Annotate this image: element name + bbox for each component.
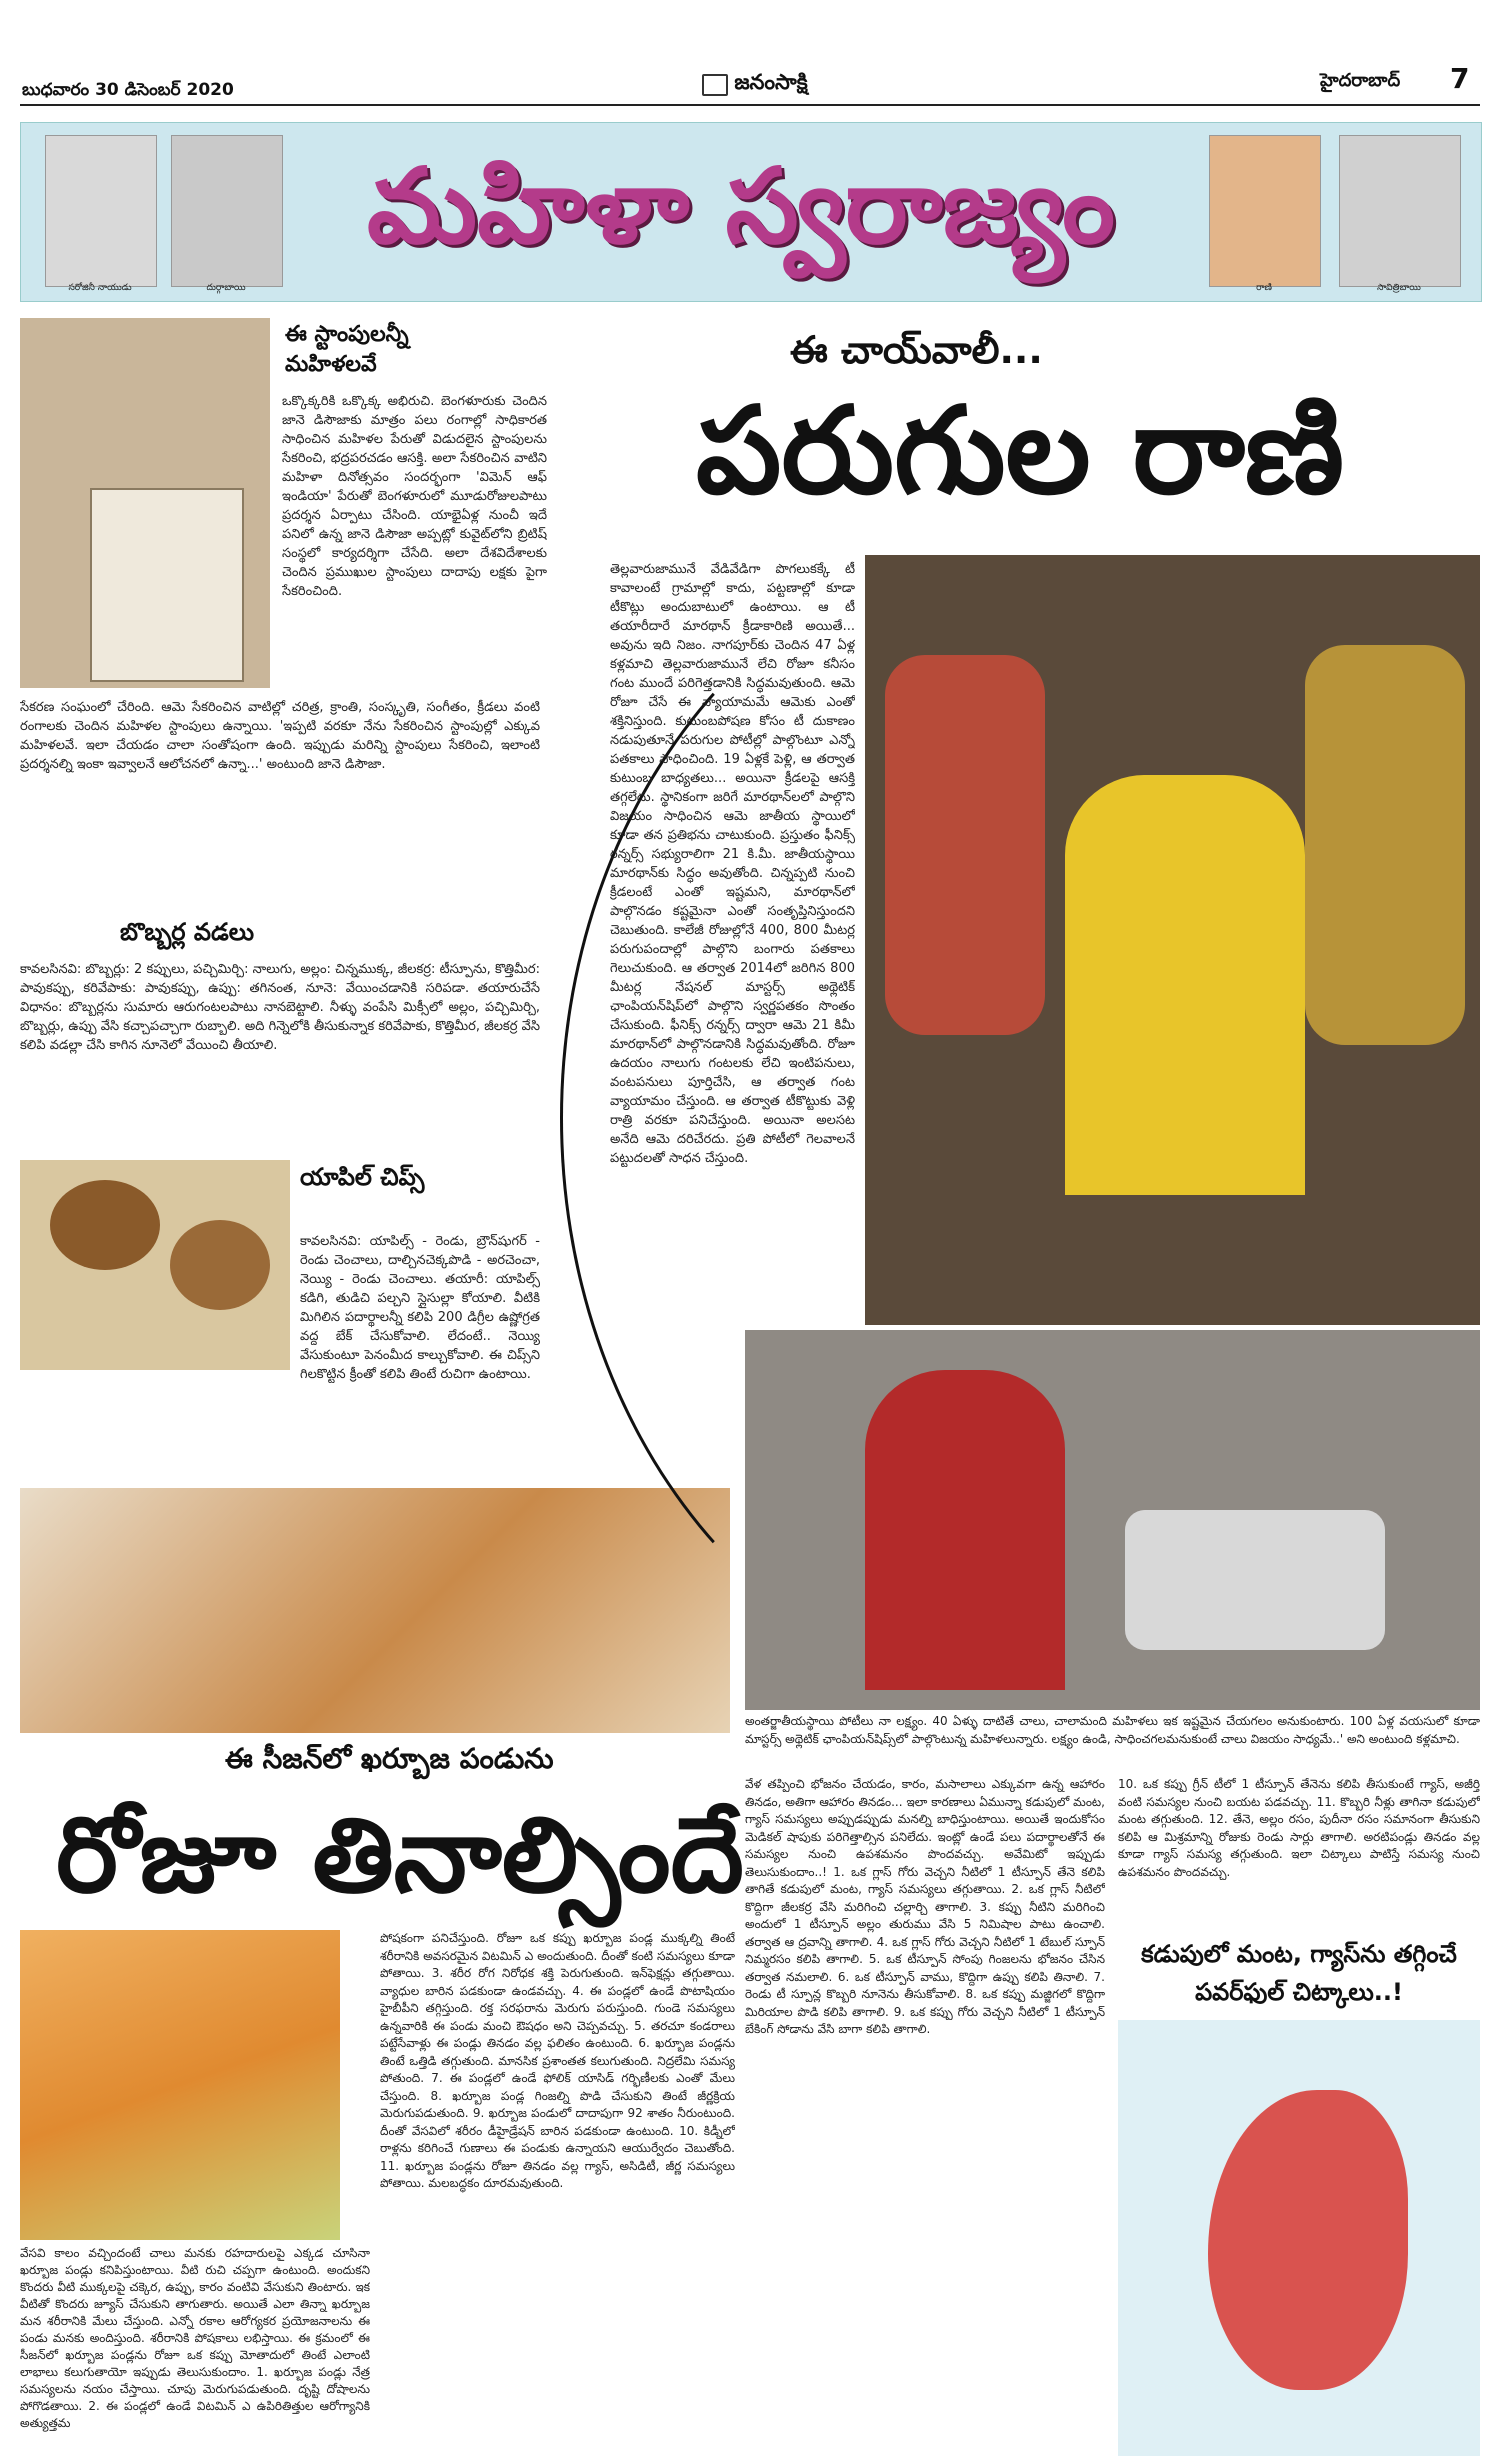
chaiwali-title: పరుగుల రాణి xyxy=(696,382,1344,521)
page-header xyxy=(0,0,1500,108)
portrait-4 xyxy=(1339,135,1461,287)
paper-name: జనంసాక్షి xyxy=(734,70,808,94)
tea-woman xyxy=(865,1370,1065,1690)
stamps-body-2: సేకరణ సంఘంలో చేరింది. ఆమె సేకరించిన వాటిల్లో చరిత్ర, క్రాంతి, సంస్కృతి, సంగీతం, క్రీడలు వంటి రంగాలకు చెందిన మహిళల స్టాంపులు ఉన్నాయి. 'ఇప్పటి వరకూ నేను సేకరించిన స్టాంపుల్లో ఎక్కువ మహిళలవే. ఇలా చేయడం చాలా సంతోషంగా ఉంది. ఇప్పుడు మరిన్ని స్టాంపులు సేకరించి, ఇలాంటి ప్రదర్శనల్ని ఇంకా ఇవ్వాలనే ఆలోచనలో ఉన్నా...' అంటుంది జానె డిసౌజా. xyxy=(20,700,540,772)
gas-body-col1: వేళ తప్పించి భోజనం చేయడం, కారం, మసాలాలు ఎక్కువగా ఉన్న ఆహారం తినడం, అతిగా ఆహారం తినడం... ఇలా కారణాలు ఏమున్నా కడుపులో మంట, గ్యాస్ సమస్యలు అప్పుడప్పుడు మనల్ని బాధిస్తుంటాయి. అయితే ఇందుకోసం మెడికల్ షాపుకు పరిగెత్తాల్సిన పనిలేదు. ఇంట్లో ఉండే పలు పదార్థాలతోనే ఈ సమస్యల నుంచి ఉపశమనం పొందవచ్చు. అవేమిటో ఇప్పుడు తెలుసుకుందాం..! 1. ఒక గ్లాస్ గోరు వెచ్చని నీటిలో 1 టీస్పూన్ తేనె కలిపి తాగితే కడుపులో మంట, గ్యాస్ సమస్యలు తగ్గుతాయి. 2. ఒక గ్లాస్ నీటిలో కొద్దిగా జీలకర్ర వేసి మరిగించి చల్లార్చి తాగాలి. 3. కప్పు నీటిని మరిగించి అందులో 1 టీస్పూన్ అల్లం తురుము వేసి 5 నిమిషాల పాటు ఉంచాలి. తర్వాత ఆ ద్రవాన్ని తాగాలి. 4. ఒక గ్లాస్ గోరు వెచ్చని నీటిలో 1 టేబుల్ స్పూన్ నిమ్మరసం కలిపి తాగాలి. 5. ఒక టీస్పూన్ సోంపు గింజలను భోజనం చేసిన తర్వాత నమలాలి. 6. ఒక టీస్పూన్ వాము, కొద్దిగా ఉప్పు కలిపి తినాలి. 7. రెండు టీ స్పూన్ల కొబ్బరి నూనెను తీసుకోవాలి. 8. ఒక కప్పు మజ్జిగలో కొద్దిగా మిరియాల పొడి కలిపి తాగాలి. 9. ఒక కప్పు గోరు వెచ్చని నీటిలో 1 టీస్పూన్ బేకింగ్ సోడాను వేసి బాగా కలిపి తాగాలి. xyxy=(745,1777,1105,2036)
gas-body-col2: 10. ఒక కప్పు గ్రీన్ టీలో 1 టీస్పూన్ తేనెను కలిపి తీసుకుంటే గ్యాస్, అజీర్తి వంటి సమస్యల నుంచి బయట పడవచ్చు. 11. కొబ్బరి నీళ్లు తాగినా కడుపులో మంట తగ్గుతుంది. 12. తేనె, అల్లం రసం, పుదీనా రసం సమానంగా తీసుకుని కలిపి ఆ మిశ్రమాన్ని రోజుకు రెండు సార్లు తాగాలి. అరటిపండ్లు తినడం వల్ల కూడా గ్యాస్ సమస్య తగ్గుతుంది. ఇలా చిట్కాలు పాటిస్తే సమస్య నుంచి ఉపశమనం పొందవచ్చు. xyxy=(1118,1777,1480,1879)
medal-bundle xyxy=(885,655,1045,1035)
header-date: బుధవారం 30 డిసెంబర్ 2020 xyxy=(22,80,234,100)
stamps-photo xyxy=(20,318,270,688)
portrait-caption: దుర్గాబాయి xyxy=(206,283,246,293)
vada-circle xyxy=(170,1220,270,1310)
melon-body-col2: పోషకంగా పనిచేస్తుంది. రోజూ ఒక కప్పు ఖర్బూజ పండ్ల ముక్కల్ని తింటే శరీరానికి అవసరమైన విటమిన్ ఎ అందుతుంది. దీంతో కంటి సమస్యలు కూడా పోతాయి. 3. శరీర రోగ నిరోధక శక్తి పెరుగుతుంది. ఇన్‌ఫెక్షన్లు తగ్గుతాయి. వ్యాధుల బారిన పడకుండా ఉండవచ్చు. 4. ఈ పండ్లలో ఉండే పొటాషియం హైబీపీని తగ్గిస్తుంది. రక్త సరఫరాను మెరుగు పరుస్తుంది. గుండె సమస్యలు ఉన్నవారికి ఈ పండు మంచి ఔషధం అని చెప్పవచ్చు. 5. తరచూ కండరాలు పట్టేసేవాళ్లు ఈ పండ్లు తినడం వల్ల ఫలితం ఉంటుంది. 6. ఖర్బూజ పండ్లను తింటే ఒత్తిడి తగ్గుతుంది. మానసిక ప్రశాంతత కలుగుతుంది. నిద్రలేమి సమస్య పోతుంది. 7. ఈ పండ్లలో ఉండే ఫోలిక్ యాసిడ్ గర్భిణీలకు ఎంతో మేలు చేస్తుంది. 8. ఖర్బూజ పండ్ల గింజల్ని పొడి చేసుకుని తింటే జీర్ణక్రియ మెరుగుపడుతుంది. 9. ఖర్బూజ పండులో దాదాపుగా 92 శాతం నీరుంటుంది. దీంతో వేసవిలో శరీరం డీహైడ్రేషన్ బారిన పడకుండా ఉంటుంది. 10. కిడ్నీలో రాళ్లను కరిగించే గుణాలు ఈ పండుకు ఉన్నాయని ఆయుర్వేదం చెబుతోంది. 11. ఖర్బూజ పండ్లను రోజూ తినడం వల్ల గ్యాస్, అసిడిటీ, జీర్ణ సమస్యలు పోతాయి. మలబద్ధకం దూరమవుతుంది. xyxy=(380,1931,735,2190)
banner-title: మహిళా స్వరాజ్యం xyxy=(367,145,1115,267)
chaiwali-kicker: ఈ చాయ్‌వాలీ... xyxy=(790,328,1043,372)
banner xyxy=(20,122,1482,302)
portrait-caption: సావిత్రిబాయి xyxy=(1377,283,1421,293)
header-rule xyxy=(20,104,1480,106)
header-city: హైదరాబాద్ xyxy=(1320,70,1401,91)
chaiwali-caption: అంతర్జాతీయస్థాయి పోటీలు నా లక్ష్యం. 40 ఏళ్ళు దాటితే చాలు, చాలామంది మహిళలు ఇక ఇష్టమైన చేయగలం అనుకుంటారు. 100 ఏళ్ల వయసులో కూడా మాస్టర్స్ అథ్లెటిక్ ఛాంపియన్‌షిప్స్‌లో పాల్గొంటున్న మహిళలున్నారు. లక్ష్యం ఉండి, సాధించగలమనుకుంటే చాలు విజయం సాధ్యమే..' అని అంటుంది కళ్లమాచి. xyxy=(745,1714,1480,1746)
stamp-frame xyxy=(90,488,244,682)
stamps-body-1: ఒక్కొక్కరికి ఒక్కొక్క అభిరుచి. బెంగళూరుకు చెందిన జానె డిసౌజాకు మాత్రం పలు రంగాల్లో సాధికారత సాధించిన మహిళల పేరుతో విడుదలైన స్టాంపులను సేకరించి, భద్రపరచడం ఆసక్తి. అలా సేకరించిన వాటిని మహిళా దినోత్సవం సందర్భంగా 'విమెన్ ఆఫ్ ఇండియా' పేరుతో బెంగళూరులో మూడురోజులపాటు ప్రదర్శన ఏర్పాటు చేసింది. యాభైఏళ్ల నుంచీ ఇదే పనిలో ఉన్న జానె డిసౌజా అప్పట్లో కువైట్‌లోని బ్రిటిష్ సంస్థలో కార్యదర్శిగా చేసేది. అలా దేశవిదేశాలకు చెందిన ప్రముఖుల స్టాంపులు దాదాపు లక్షకు పైగా సేకరించింది. xyxy=(282,394,547,599)
melon-photo xyxy=(20,1930,340,2240)
apple-chips-body: కావలసినవి: యాపిల్స్ - రెండు, బ్రౌన్‌షుగర్ - రెండు చెంచాలు, దాల్చినచెక్కపొడి - అరచెంచా, నెయ్యి - రెండు చెంచాలు. తయారీ: యాపిల్స్ కడిగి, తుడిచి పల్చని స్లైసుల్లా కోయాలి. వీటికి మిగిలిన పదార్థాలన్నీ కలిపి 200 డిగ్రీల ఉష్ణోగ్రత వద్ద బేక్ చేసుకోవాలి. లేదంటే.. నెయ్యి వేసుకుంటూ పెనంమీద కాల్చుకోవాలి. ఈ చిప్స్‌ని గిలకొట్టిన క్రీంతో కలిపి తింటే రుచిగా ఉంటాయి. xyxy=(300,1234,540,1382)
gas-heading: కడుపులో మంట, గ్యాస్‌ను తగ్గించే పవర్‌ఫుల్ చిట్కాలు..! xyxy=(1141,1940,1457,2006)
stomach-illustration xyxy=(1118,2020,1480,2456)
tea-photo xyxy=(745,1330,1480,1710)
stomach-shape xyxy=(1208,2090,1408,2390)
medal-bundle xyxy=(1305,645,1465,1045)
portrait-3 xyxy=(1209,135,1321,287)
portrait-1 xyxy=(45,135,157,287)
portrait-caption: రాణి xyxy=(1256,283,1272,293)
vada-photo xyxy=(20,1160,290,1370)
melon-kicker: ఈ సీజన్‌లో ఖర్బూజ పండును xyxy=(225,1742,554,1775)
melon-title: రోజూ తినాల్సిందే xyxy=(56,1794,744,1916)
apple-chips-heading: యాపిల్ చిప్స్ xyxy=(300,1163,425,1191)
paper-logo xyxy=(655,70,855,104)
melon-body-col1: వేసవి కాలం వచ్చిందంటే చాలు మనకు రహదారులపై ఎక్కడ చూసినా ఖర్బూజ పండ్లు కనిపిస్తుంటాయి. వీటి రుచి చప్పగా ఉంటుంది. అందుకని కొందరు వీటి ముక్కలపై చక్కెర, ఉప్పు, కారం వంటివి వేసుకుని తింటారు. ఇక వీటితో కొందరు జ్యూస్ చేసుకుని తాగుతారు. అయితే ఎలా తిన్నా ఖర్బూజ మన శరీరానికి మేలు చేస్తుంది. ఎన్నో రకాల ఆరోగ్యకర ప్రయోజనాలను ఈ పండు మనకు అందిస్తుంది. శరీరానికి పోషకాలు లభిస్తాయి. ఈ క్రమంలో ఈ సీజన్‌లో ఖర్బూజ పండ్లను రోజూ ఒక కప్పు మోతాదులో తింటే ఎలాంటి లాభాలు కలుగుతాయో ఇప్పుడు తెలుసుకుందాం. 1. ఖర్బూజ పండ్లు నేత్ర సమస్యలను నయం చేస్తాయి. చూపు మెరుగుపడుతుంది. దృష్టి దోషాలను పోగొడతాయి. 2. ఈ పండ్లలో ఉండే విటమిన్ ఎ ఉపిరితిత్తుల ఆరోగ్యానికి అత్యుత్తమ xyxy=(20,2246,370,2430)
portrait-caption: సరోజినీ నాయుడు xyxy=(68,283,132,293)
bobbarla-body: కావలసినవి: బొబ్బర్లు: 2 కప్పులు, పచ్చిమిర్చి: నాలుగు, అల్లం: చిన్నముక్క, జీలకర్ర: టీస్పూను, కొత్తిమీర: పావుకప్పు, కరివేపాకు: పావుకప్పు, ఉప్పు: తగినంత, నూనె: వేయించడానికి సరిపడా. తయారుచేసే విధానం: బొబ్బర్లను సుమారు ఆరుగంటలపాటు నానబెట్టాలి. నీళ్ళు వంపేసి మిక్సీలో అల్లం, పచ్చిమిర్చి, బొబ్బర్లు, ఉప్పు వేసి కచ్చాపచ్చాగా రుబ్బాలి. అది గిన్నెలోకి తీసుకున్నాక కరివేపాకు, కొత్తిమీర, జీలకర్ర వేసి కలిపి వడల్లా చేసి కాగిన నూనెలో వేయించి తీయాలి. xyxy=(20,962,540,1053)
tea-vessel xyxy=(1125,1510,1385,1650)
bobbarla-heading: బొబ్బర్ల వడలు xyxy=(120,918,255,946)
runner-photo xyxy=(865,555,1480,1325)
page-number: 7 xyxy=(1450,62,1470,95)
portrait-2 xyxy=(171,135,283,287)
vada-circle xyxy=(50,1180,160,1270)
runner-shirt xyxy=(1065,775,1305,1195)
stamps-heading: ఈ స్టాంపులన్నీ మహిళలవే xyxy=(285,322,409,377)
newspaper-icon xyxy=(702,74,728,96)
chaiwali-body: తెల్లవారుజామునే వేడివేడిగా పొగలుకక్కే టీ కావాలంటే గ్రామాల్లో కాదు, పట్టణాల్లో కూడా టీకొట్లు అందుబాటులో ఉంటాయి. ఆ టీ తయారీదారే మారథాన్ క్రీడాకారిణి అయితే... అవును ఇది నిజం. నాగపూర్‌కు చెందిన 47 ఏళ్ల కళ్లమాచి తెల్లవారుజామునే లేచి రోజూ కనీసం గంట ముందే పరిగెత్తడానికి సిద్ధమవుతుంది. ఆమె రోజూ చేసే ఈ వ్యాయామమే ఆమెకు ఎంతో శక్తినిస్తుంది. కుటుంబపోషణ కోసం టీ దుకాణం నడుపుతూనే పరుగుల పోటీల్లో పాల్గొంటూ ఎన్నో పతకాలు సాధించింది. 19 ఏళ్లకే పెళ్లి, ఆ తర్వాత కుటుంబ బాధ్యతలు... అయినా క్రీడలపై ఆసక్తి తగ్గలేదు. స్థానికంగా జరిగే మారథాన్‌లలో పాల్గొని విజయం సాధించిన ఆమె జాతీయ స్థాయిలో కూడా తన ప్రతిభను చాటుకుంది. ప్రస్తుతం ఫీనిక్స్ రన్నర్స్ సభ్యురాలిగా 21 కి.మీ. జాతీయస్థాయి మారథాన్‌కు సిద్ధం అవుతోంది. చిన్నప్పటి నుంచి క్రీడలంటే ఎంతో ఇష్టమని, మారథాన్‌లో పాల్గొనడం కష్టమైనా ఎంతో సంతృప్తినిస్తుందని చెబుతుంది. కాలేజీ రోజుల్లోనే 400, 800 మీటర్ల పరుగుపందాల్లో పాల్గొని బంగారు పతకాలు గెలుచుకుంది. ఆ తర్వాత 2014లో జరిగిన 800 మీటర్ల నేషనల్ మాస్టర్స్ అథ్లెటిక్ ఛాంపియన్‌షిప్‌లో పాల్గొని స్వర్ణపతకం సొంతం చేసుకుంది. ఫీనిక్స్ రన్నర్స్ ద్వారా ఆమె 21 కిమీ మారథాన్‌లో పాల్గొనడానికి సిద్ధమవుతోంది. రోజూ ఉదయం నాలుగు గంటలకు లేచి ఇంటిపనులు, వంటపనులు పూర్తిచేసి, ఆ తర్వాత గంట వ్యాయామం చేస్తుంది. ఆ తర్వాత టీకొట్టుకు వెళ్లి రాత్రి వరకూ పనిచేస్తుంది. అయినా అలసట అనేది ఆమె దరిచేరదు. ప్రతి పోటీలో గెలవాలనే పట్టుదలతో సాధన చేస్తుంది. xyxy=(610,562,855,1166)
